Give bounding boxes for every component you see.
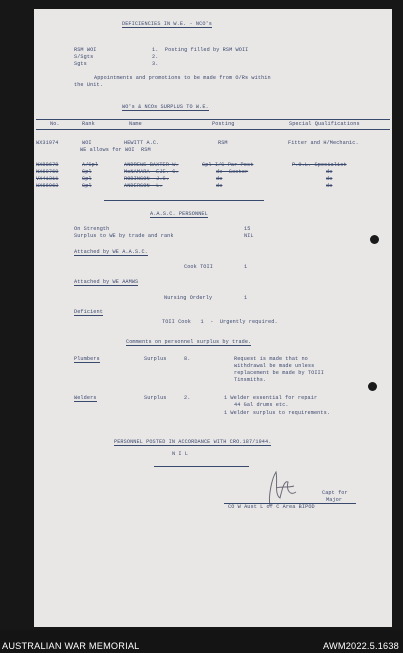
- struck-row-posting: de Sector: [216, 169, 249, 175]
- deficient-heading: Deficient: [74, 309, 103, 315]
- welders-line-2: 44 Gal drums etc.: [234, 402, 289, 408]
- signature-line-3: CO W Aust L of C Area BIPOD: [228, 504, 315, 510]
- surplus-heading: WO's & NCOs SURPLUS TO W.E.: [122, 104, 209, 110]
- plumbers-value: 8.: [184, 356, 191, 362]
- struck-row-special: de: [326, 169, 333, 175]
- punch-hole-lower: [368, 382, 377, 391]
- welders-label: Surplus: [144, 395, 167, 401]
- struck-row-special: de: [326, 183, 333, 189]
- row1-rank: WOI: [82, 140, 92, 146]
- welders-line-1: 1 Welder essential for repair: [224, 395, 318, 401]
- struck-row-rank: A/Cpl: [82, 162, 99, 168]
- signature-line-1: Capt for: [322, 490, 348, 496]
- plumbers-label: Surplus: [144, 356, 167, 362]
- item-3: 3.: [152, 61, 159, 67]
- th-special: Special Qualifications: [289, 121, 360, 127]
- punch-hole-upper: [370, 235, 379, 244]
- struck-row-no: NX88678: [36, 162, 59, 168]
- page-title: DEFICIENCIES IN W.E. - NCO's: [122, 21, 212, 27]
- struck-row-no: VX41311: [36, 176, 59, 182]
- comments-heading: Comments on personnel surplus by trade.: [126, 339, 252, 345]
- footer-institution: AUSTRALIAN WAR MEMORIAL: [2, 641, 140, 651]
- divider: [104, 200, 264, 201]
- welders-trade: Welders: [74, 395, 97, 401]
- struck-row-name: McNAMARA EJE. C.: [124, 169, 179, 175]
- rank-ssgts: S/Sgts: [74, 54, 94, 60]
- nil-text: N I L: [172, 451, 189, 457]
- struck-row-rank: Cpl: [82, 169, 92, 175]
- row1-posting: RSM: [218, 140, 228, 146]
- welders-value: 2.: [184, 395, 191, 401]
- struck-row-special: de: [326, 176, 333, 182]
- plumbers-line-4: Tinsmiths.: [234, 377, 267, 383]
- table-rule-mid: [36, 129, 390, 130]
- th-rank: Rank: [82, 121, 95, 127]
- plumbers-trade: Plumbers: [74, 356, 100, 362]
- document-page: [34, 9, 392, 627]
- row1-name: HEWITT A.C.: [124, 140, 160, 146]
- plumbers-line-3: replacement be made by TOIII: [234, 370, 324, 376]
- surplus-value: NIL: [244, 233, 254, 239]
- struck-row-rank: Cpl: [82, 183, 92, 189]
- strength-label: On Strength: [74, 226, 110, 232]
- item-2: 2.: [152, 54, 159, 60]
- deficient-item: TOII Cook 1 - Urgently required.: [162, 319, 278, 325]
- attached-item-1: Cook TOII: [184, 264, 213, 270]
- table-rule-top: [36, 119, 390, 120]
- attached-item-2: Nursing Orderly: [164, 295, 213, 301]
- struck-row-posting: de: [216, 183, 223, 189]
- struck-row-no: WX66963: [36, 183, 59, 189]
- appointments-text: Appointments and promotions to be made from O/Rs within: [94, 75, 271, 81]
- plumbers-line-1: Request is made that no: [234, 356, 308, 362]
- struck-row-no: NX60769: [36, 169, 59, 175]
- struck-row-posting: de: [216, 176, 223, 182]
- divider-bottom: [154, 466, 249, 467]
- signature-line-2: Major: [326, 497, 343, 503]
- struck-row-special: P.O.L. Specialist: [292, 162, 347, 168]
- attached-value-1: 1: [244, 264, 248, 270]
- posted-heading: PERSONNEL POSTED IN ACCORDANCE WITH CRO.187/1944.: [114, 439, 272, 445]
- welders-line-3: 1 Welder surplus to requirements.: [224, 410, 331, 416]
- appointments-text-2: the Unit.: [74, 82, 103, 88]
- th-posting: Posting: [212, 121, 235, 127]
- struck-row-posting: Cpl I/C Par Post: [202, 162, 254, 168]
- item-1: 1. Posting filled by RSM WOII: [152, 47, 249, 53]
- attached-value-2: 1: [244, 295, 248, 301]
- attached-heading-2: Attached by WE AAMWS: [74, 279, 139, 285]
- th-no: No.: [50, 121, 60, 127]
- personnel-heading: A.A.S.C. PERSONNEL: [150, 211, 208, 217]
- rank-rsm: RSM WOI: [74, 47, 97, 53]
- row1-no: WX31974: [36, 140, 59, 146]
- row1-special: Fitter and H/Mechanic.: [288, 140, 359, 146]
- footer-catalog-id: AWM2022.5.1638: [322, 641, 399, 651]
- struck-row-name: ROBINSON J.C.: [124, 176, 169, 182]
- struck-row-name: ANDERSON L.: [124, 183, 163, 189]
- attached-heading-1: Attached by WE A.A.S.C.: [74, 249, 148, 255]
- strength-value: 15: [244, 226, 251, 232]
- struck-row-rank: Cpl: [82, 176, 92, 182]
- plumbers-line-2: withdrawal be made unless: [234, 363, 315, 369]
- struck-row-name: ANDREWS-BAXTER W.: [124, 162, 179, 168]
- row1-note: WE allows for WOI RSM: [80, 147, 151, 153]
- rank-sgts: Sgts: [74, 61, 87, 67]
- archive-footer: [0, 630, 403, 653]
- th-name: Name: [129, 121, 142, 127]
- surplus-label: Surplus to WE by trade and rank: [74, 233, 174, 239]
